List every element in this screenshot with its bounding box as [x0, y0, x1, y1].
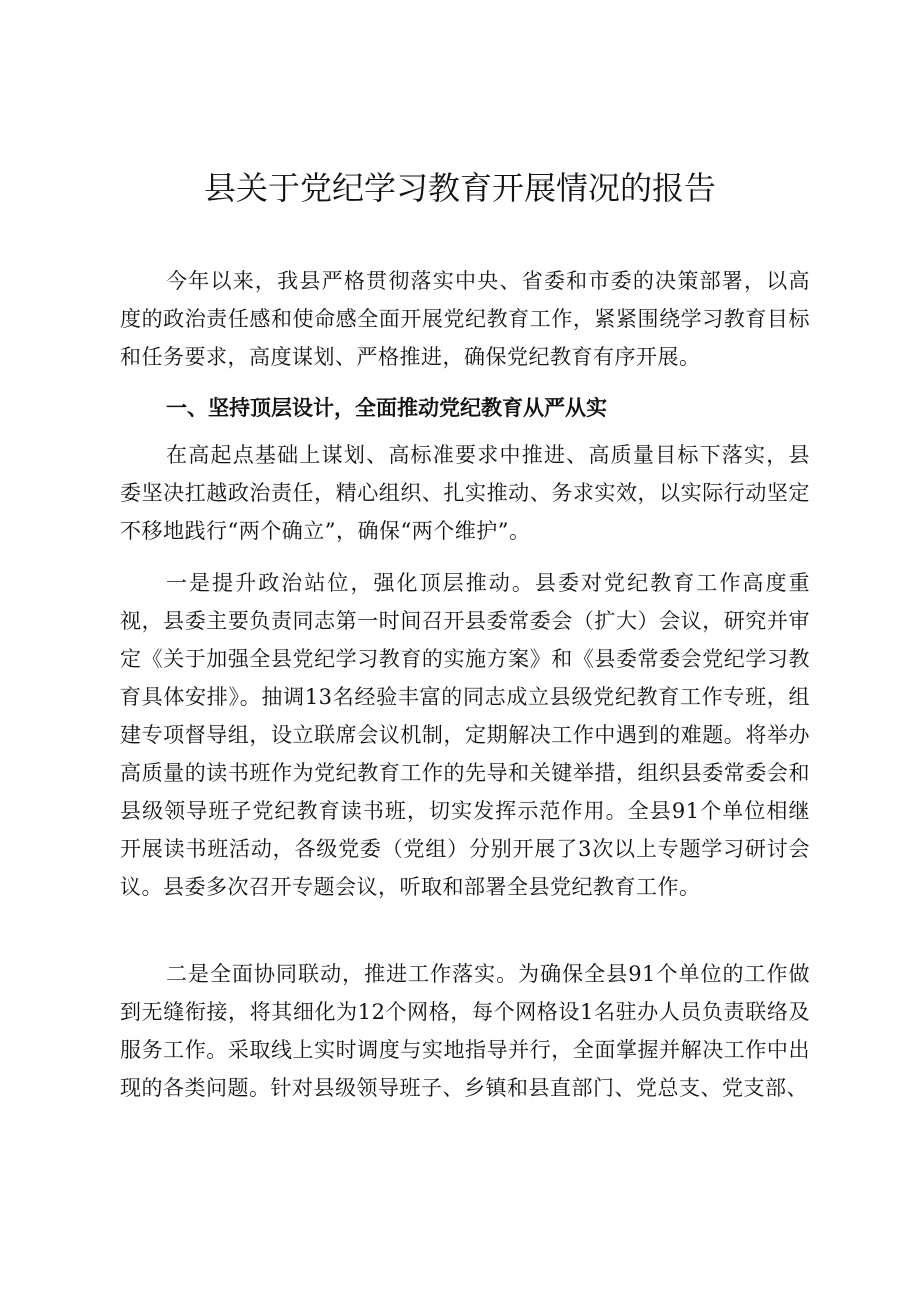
intro-paragraph: 今年以来，我县严格贯彻落实中央、省委和市委的决策部署，以高度的政治责任感和使命感全面开展党纪教育工作，紧紧围绕学习教育目标和任务要求，高度谋划、严格推进，确保党纪教育有序开展。 — [120, 269, 810, 369]
section-1-point-1-paragraph: 一是提升政治站位，强化顶层推动。县委对党纪教育工作高度重视，县委主要负责同志第一时间召开县委常委会（扩大）会议，研究并审定《关于加强全县党纪学习教育的实施方案》和《县委常委会党纪学习教育具体安排》。抽调13名经验丰富的同志成立县级党纪教育工作专班，组建专项督导组，设立联席会议机制，定期解决工作中遇到的难题。将举办高质量的读书班作为党纪教育工作的先导和关键举措，组织县委常委会和县级领导班子党纪教育读书班，切实发挥示范作用。全县91个单位相继开展读书班活动，各级党委（党组）分别开展了3次以上专题学习研讨会议。县委多次召开专题会议，听取和部署全县党纪教育工作。 — [120, 571, 810, 899]
section-1-point-2-paragraph: 二是全面协同联动，推进工作落实。为确保全县91个单位的工作做到无缝衔接，将其细化为12个网格，每个网格设1名驻办人员负责联络及服务工作。采取线上实时调度与实地指导并行，全面掌握并解决工作中出现的各类问题。针对县级领导班子、乡镇和县直部门、党总支、党支部、 — [120, 962, 810, 1100]
section-1-intro-paragraph: 在高起点基础上谋划、高标准要求中推进、高质量目标下落实，县委坚决扛越政治责任，精心组织、扎实推动、务求实效，以实际行动坚定不移地践行“两个确立”，确保“两个维护”。 — [120, 443, 810, 543]
section-heading-1: 一、坚持顶层设计，全面推动党纪教育从严从实 — [166, 396, 607, 420]
document-title: 县关于党纪学习教育开展情况的报告 — [203, 169, 716, 207]
